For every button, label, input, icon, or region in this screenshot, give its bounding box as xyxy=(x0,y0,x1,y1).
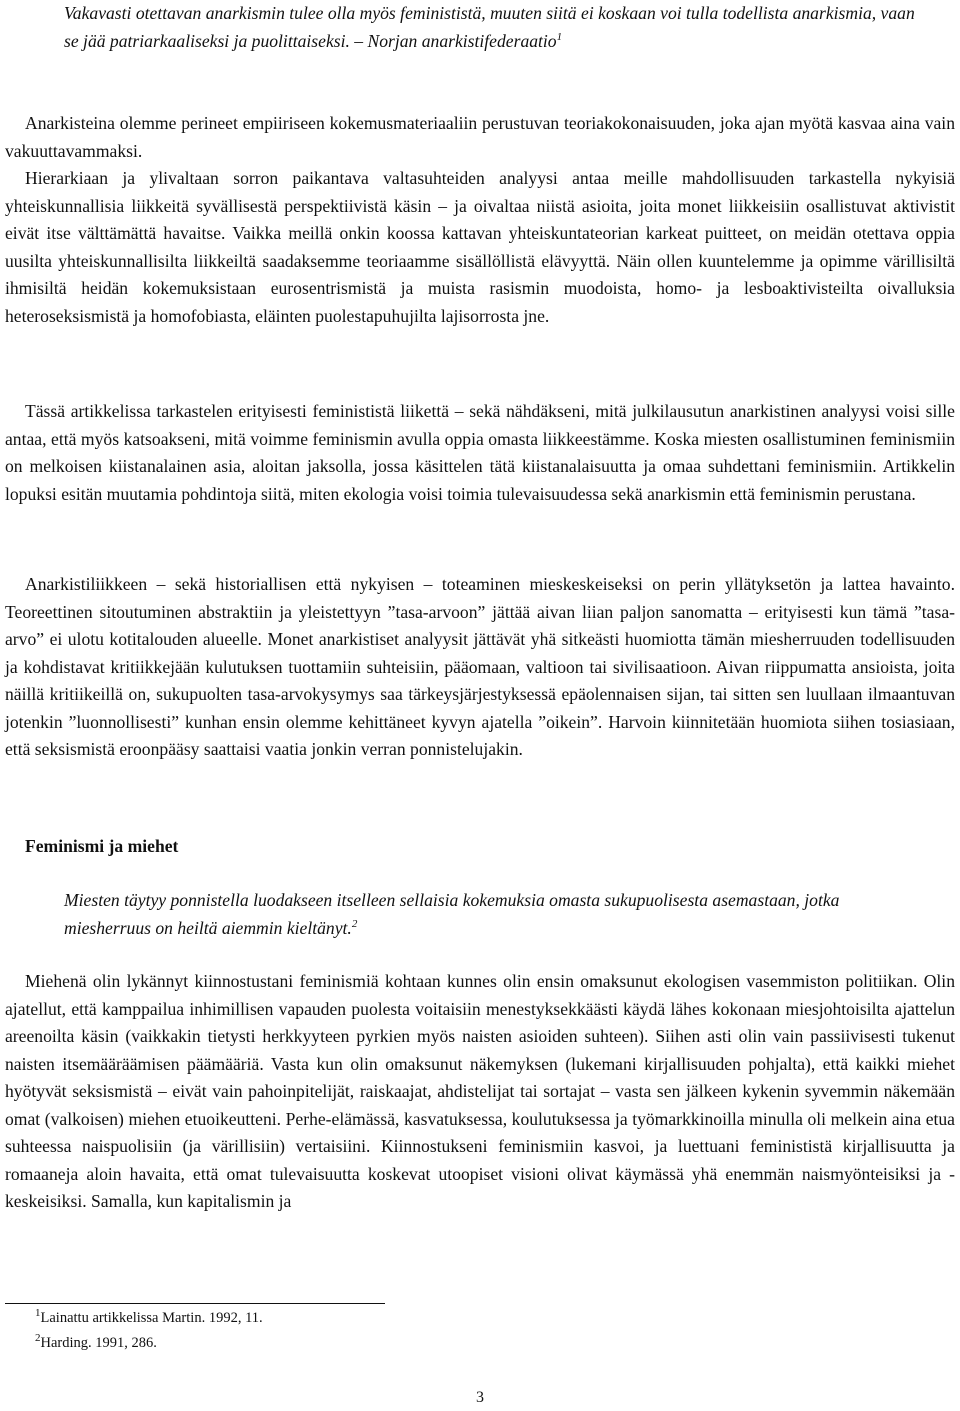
footnote-divider xyxy=(5,1303,385,1304)
epigraph-quote xyxy=(64,0,924,55)
paragraph: Miehenä olin lykännyt kiinnostustani feminismiä kohtaan kunnes olin ensin omaksunut ekologisen vasemmiston politiikan. Olin ajatellut, että kamppailua inhimillisen vapauden puolesta voitaisiin menestyksekkäästi käydä lähes kokonaan miesjohtoisilta ajattelun areenoilta käsin (vaikkakin tietysti herkkyyteen pyrkien myös naisten asioiden suhteen). Siihen asti olin vain passiivisesti tukenut naisten itsemääräämisen päämääriä. Vasta kun olin omaksunut näkemyksen (lukemani kirjallisuuden pohjalta), että kaikki miehet hyötyvät seksismistä – eivät vain pahoinpitelijät, raiskaajat, ahdistelijat tai sortajat – vasta sen jälkeen kykenin syvemmin näkemään omat (valkoisen) miehen etuoikeutteni. Perhe-elämässä, kasvatuksessa, koulutuksessa ja työmarkkinoilla minulla oli melkein aina etua suhteessa naispuolisiin (ja värillisiin) vertaisiini. Kiinnostukseni feminismiin kasvoi, ja luettuani feminististä kirjallisuutta ja romaaneja aloin havaita, että omat tulevaisuutta koskevat utoopiset visioni olivat käymässä yhä enemmän naismyönteisiksi ja -keskeisiksi. Samalla, kun kapitalismin ja xyxy=(5,971,955,1211)
footnote-mark: 2 xyxy=(35,1332,41,1345)
paragraph: Anarkisteina olemme perineet empiiriseen kokemusmateriaaliin perustuvan teoriakokonaisuuden, joka ajan myötä kasvaa aina vain vakuuttavammaksi. xyxy=(5,113,955,161)
paragraph: Anarkistiliikkeen – sekä historiallisen että nykyisen – toteaminen mieskeskeiseksi on perin yllätyksetön ja lattea havainto. Teoreettinen sitoutuminen abstraktiin ja yleistettyyn ”tasa-arvoon” jättää aivan liian paljon sanomatta – erityisesti kun tämä ”tasa-arvo” ei ulotu kotitalouden alueelle. Monet anarkistiset analyysit jättävät yhä sitkeästi huomiotta tämän miesherruuden todellisuuden ja kohdistavat kritiikkejään kulutuksen tuottamiin suhteisiin, pääomaan, valtioon tai sivilisaatioon. Aivan riippumatta ansioista, joita näillä kritiikeillä on, sukupuolten tasa-arvokysymys saa tärkeysjärjestyksessä epäolennaisen sijan, tai sitten sen luullaan ilmaantuvan jotenkin ”luonnollisesti” kunhan ensin olemme kehittäneet kyvyn ajatella ”oikein”. Harvoin kiinnitetään huomiota siihen tosiasiaan, että seksismistä eroonpääsy saattaisi vaatia jonkin verran ponnistelujakin. xyxy=(5,574,955,759)
footnote-mark: 2 xyxy=(351,918,358,931)
footnote xyxy=(35,1333,157,1353)
footnote-mark: 1 xyxy=(35,1307,41,1320)
epigraph-text: Vakavasti otettavan anarkismin tulee olla myös feminististä, muuten siitä ei koskaan voi tulla todellista anarkismia, vaan se jää patriarkaaliseksi ja puolittaiseksi. – Norjan anarkistifederaatio xyxy=(64,3,915,51)
footnote-mark: 1 xyxy=(556,30,563,43)
page-number: 3 xyxy=(476,1389,484,1406)
footnote-text: Lainattu artikkelissa Martin. 1992, 11. xyxy=(40,1310,263,1326)
paragraph: Tässä artikkelissa tarkastelen erityisesti feminististä liikettä – sekä nähdäkseni, mitä julkilausutun anarkistinen analyysi voisi sille antaa, että myös katsoakseni, mitä voimme feminismin avulla oppia omasta liikkeestämme. Koska miesten osallistuminen feminismiin on melkoisen kiistanalainen asia, aloitan jaksolla, jossa käsittelen tätä kiistanalaisuutta ja omaa suhdettani feminismiin. Artikkelin lopuksi esitän muutamia pohdintoja siitä, miten ekologia voisi toimia tulevaisuudessa sekä anarkismin että feminismin perustana. xyxy=(5,401,955,504)
section-heading: Feminismi ja miehet xyxy=(25,836,179,856)
block-quote xyxy=(64,886,924,942)
paragraph: Hierarkiaan ja ylivaltaan sorron paikantava valtasuhteiden analyysi antaa meille mahdollisuuden tarkastella nykyisiä yhteiskunnallisia liikkeitä syvällisestä perspektiivistä käsin – ja oivaltaa niistä asioita, joita monet liikkeisiin osallistuvat aktivistit eivät itse välttämättä havaitse. Vaikka meillä onkin koossa kattavan yhteiskuntateorian karkeat puitteet, on meidän otettava oppia uusilta yhteiskunnallisilta liikkeiltä saadaksemme teoriaamme sisällöllistä elävyyttä. Näin ollen kuuntelemme ja opimme värillisiltä ihmisiltä heidän kokemuksistaan eurosentrismistä ja muista rasismin muodoista, homo- ja lesboaktivisteilta oivalluksia heteroseksismistä ja homofobiasta, eläinten puolestapuhujilta lajisorrosta jne. xyxy=(5,168,955,326)
footnote-text: Harding. 1991, 286. xyxy=(40,1335,157,1351)
block-quote-text: Miesten täytyy ponnistella luodakseen itselleen sellaisia kokemuksia omasta sukupuolisesta asemastaan, jotka miesherruus on heiltä aiemmin kieltänyt. xyxy=(64,890,840,938)
footnote xyxy=(35,1308,263,1328)
